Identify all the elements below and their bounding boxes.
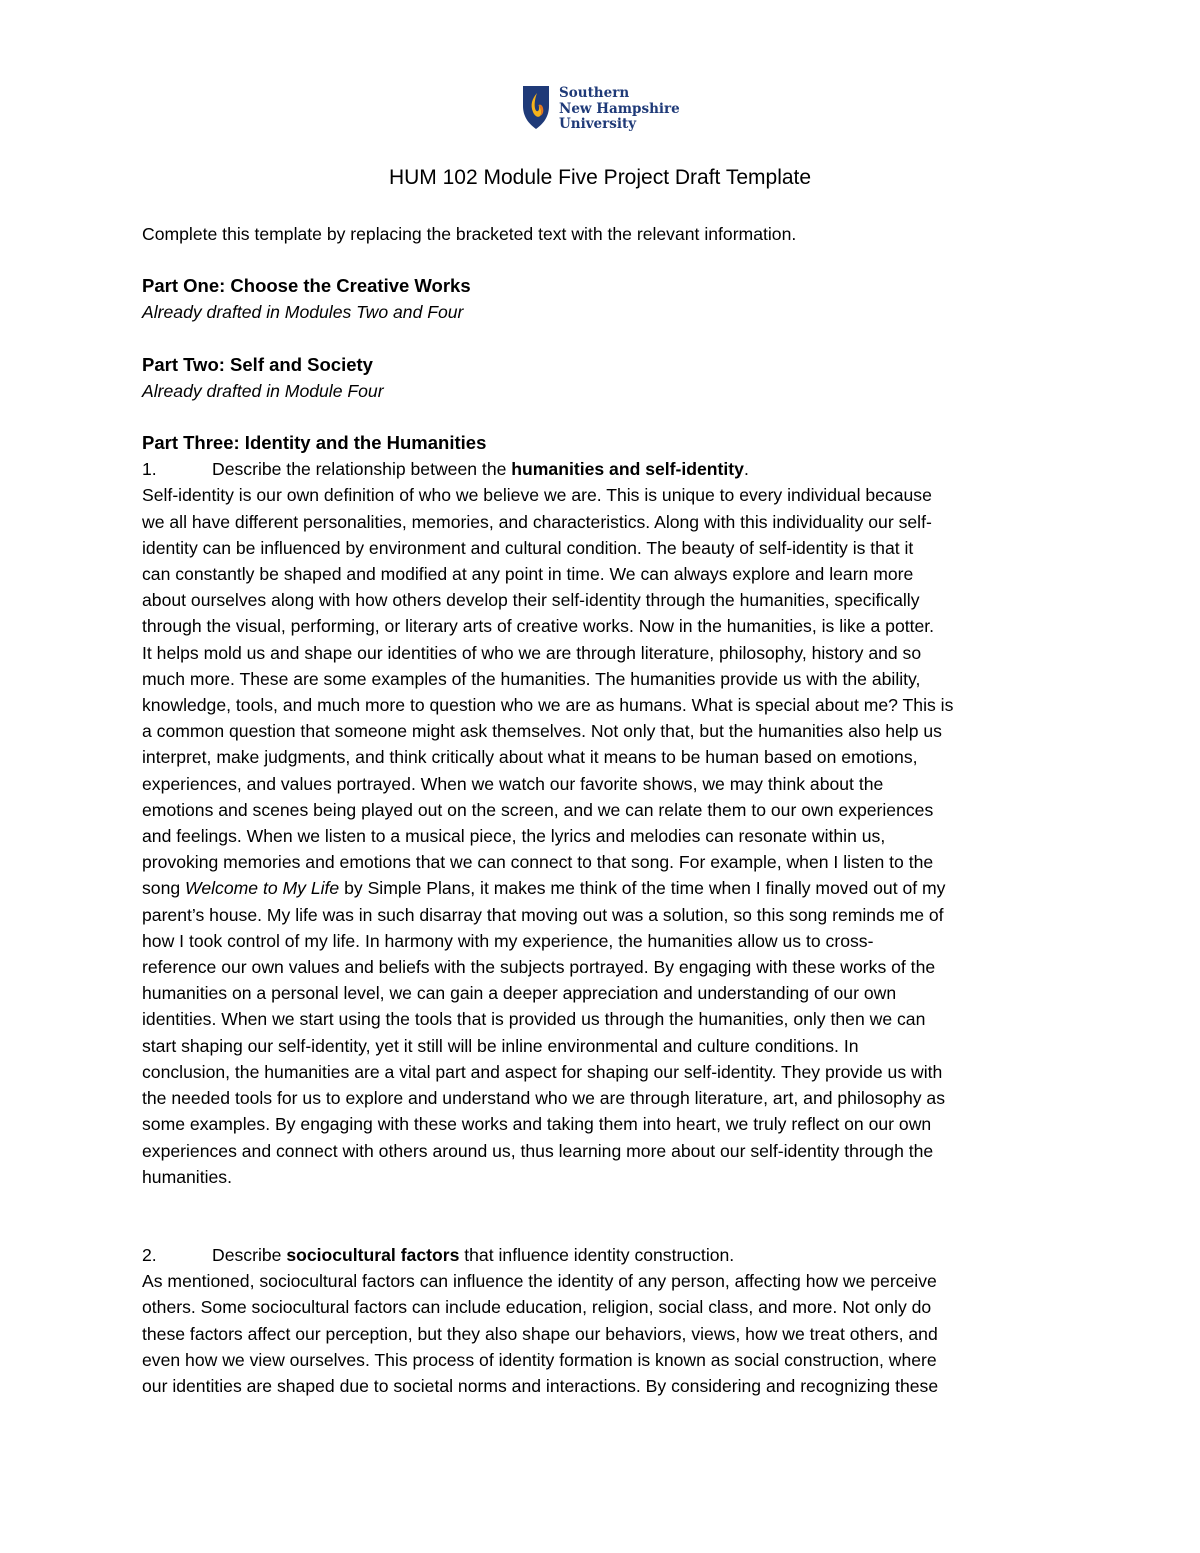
paragraph-line: others. Some sociocultural factors can include education, religion, social class, and more. Not only do	[142, 1297, 932, 1318]
song-line-before: song	[142, 878, 186, 899]
document-title: HUM 102 Module Five Project Draft Template	[388, 166, 812, 189]
paragraph-line: reference our own values and beliefs with the subjects portrayed. By engaging with these works of the	[142, 957, 936, 978]
paragraph-line: our identities are shaped due to societal norms and interactions. By considering and recognizing these	[142, 1375, 939, 1396]
question-1-number: 1.	[142, 459, 157, 480]
paragraph-line: much more. These are some examples of the humanities. The humanities provide us with the ability,	[142, 668, 921, 689]
paragraph-line: It helps mold us and shape our identities of who we are through literature, philosophy, history and so	[142, 642, 922, 663]
paragraph-line: provoking memories and emotions that we can connect to that song. For example, when I listen to the	[142, 852, 934, 873]
question-2	[142, 1242, 1060, 1268]
part-two-note: Already drafted in Module Four	[142, 380, 384, 401]
logo-line-southern: Southern	[559, 85, 630, 101]
paragraph-line: the needed tools for us to explore and understand who we are through literature, art, and philosophy as	[142, 1088, 945, 1109]
paragraph-line: through the visual, performing, or literary arts of creative works. Now in the humanities, is like a potter.	[142, 616, 935, 637]
part-two-heading: Part Two: Self and Society	[142, 353, 373, 375]
paragraph-line: identities. When we start using the tools that is provided us through the humanities, only then we can	[142, 1009, 926, 1030]
answer-2	[142, 1268, 1060, 1399]
part-three-heading: Part Three: Identity and the Humanities	[142, 432, 487, 454]
paragraph-line: even how we view ourselves. This process of identity formation is known as social construction, where	[142, 1349, 937, 1370]
instructions: Complete this template by replacing the bracketed text with the relevant information.	[142, 224, 797, 244]
paragraph-line: parent’s house. My life was in such disarray that moving out was a solution, so this song reminds me of	[142, 904, 944, 925]
part-one-heading: Part One: Choose the Creative Works	[142, 275, 471, 297]
paragraph-line: can constantly be shaped and modified at any point in time. We can always explore and learn more	[142, 564, 914, 585]
logo-wordmark	[559, 86, 680, 133]
document-body	[142, 221, 1060, 1399]
song-title: Welcome to My Life	[185, 878, 340, 899]
snhu-shield-icon	[521, 84, 551, 130]
question-1-suffix: .	[743, 459, 749, 480]
paragraph-line: knowledge, tools, and much more to question who we are as humans. What is special about me? This is	[142, 695, 954, 716]
question-2-prefix: Describe	[212, 1244, 287, 1265]
paragraph-line: As mentioned, sociocultural factors can influence the identity of any person, affecting how we perceive	[142, 1271, 937, 1292]
paragraph-line: conclusion, the humanities are a vital part and aspect for shaping our self-identity. They provide us with	[142, 1061, 943, 1082]
paragraph-line: we all have different personalities, memories, and characteristics. Along with this individuality our self-	[142, 511, 932, 532]
question-1-keyword: humanities and self-identity	[511, 459, 744, 480]
part-one-note: Already drafted in Modules Two and Four	[142, 302, 464, 323]
paragraph-line: these factors affect our perception, but they also shape our behaviors, views, how we treat others, and	[142, 1323, 938, 1344]
question-2-suffix: that influence identity construction.	[459, 1244, 735, 1265]
paragraph-line: Self-identity is our own definition of who we believe we are. This is unique to every individual because	[142, 485, 932, 506]
paragraph-line: some examples. By engaging with these works and taking them into heart, we truly reflect on our own	[142, 1114, 932, 1135]
question-2-keyword: sociocultural factors	[286, 1244, 460, 1265]
paragraph-line: how I took control of my life. In harmony with my experience, the humanities allow us to cross-	[142, 930, 874, 951]
paragraph-line: interpret, make judgments, and think critically about what it means to be human based on emotions,	[142, 747, 918, 768]
paragraph-line: a common question that someone might ask themselves. Not only that, but the humanities also help us	[142, 721, 942, 742]
paragraph-line: humanities on a personal level, we can gain a deeper appreciation and understanding of our own	[142, 983, 897, 1004]
answer-1-continued	[142, 902, 1060, 1190]
paragraph-line: humanities.	[142, 1166, 232, 1187]
paragraph-line: experiences, and values portrayed. When we watch our favorite shows, we may think about the	[142, 773, 884, 794]
logo-line-new-hampshire: New Hampshire	[559, 100, 680, 117]
paragraph-line: emotions and scenes being played out on the screen, and we can relate them to our own experiences	[142, 799, 934, 820]
song-line-after: by Simple Plans, it makes me think of the time when I finally moved out of my	[339, 878, 946, 899]
paragraph-line: start shaping our self-identity, yet it still will be inline environmental and culture conditions. In	[142, 1035, 859, 1056]
paragraph-line: experiences and connect with others around us, thus learning more about our self-identity through the	[142, 1140, 934, 1161]
paragraph-line: about ourselves along with how others develop their self-identity through the humanities, specifically	[142, 590, 920, 611]
paragraph-line: and feelings. When we listen to a musical piece, the lyrics and melodies can resonate within us,	[142, 826, 886, 847]
answer-1-song-line	[142, 875, 1060, 901]
logo-line-university: University	[559, 116, 637, 132]
question-2-number: 2.	[142, 1244, 157, 1265]
paragraph-line: identity can be influenced by environment and cultural condition. The beauty of self-identity is that it	[142, 537, 914, 558]
answer-1	[142, 482, 1060, 875]
question-1-prefix: Describe the relationship between the	[212, 459, 512, 480]
question-1	[142, 456, 1060, 482]
snhu-logo	[521, 84, 691, 132]
